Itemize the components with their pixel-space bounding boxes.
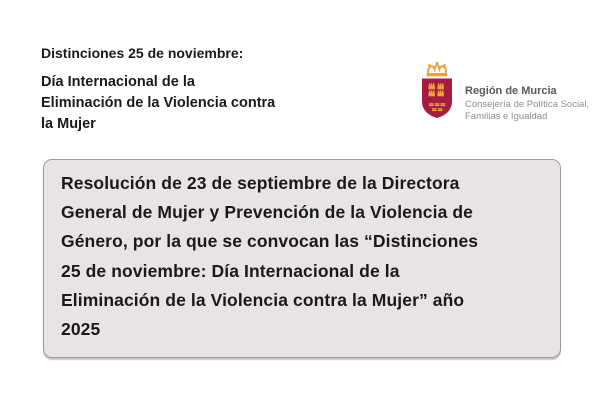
page-title-line: Eliminación de la Violencia contra <box>41 95 276 111</box>
announcement-line: Eliminación de la Violencia contra la Mujer” año <box>61 289 465 310</box>
announcement-card <box>43 159 561 358</box>
announcement-line: General de Mujer y Prevención de la Violencia de <box>61 202 473 223</box>
murcia-logo <box>418 61 589 122</box>
page-kicker: Distinciones 25 de noviembre: <box>41 45 244 61</box>
logo-region-name: Región de Murcia <box>465 85 557 97</box>
announcement-line: Resolución de 23 de septiembre de la Directora <box>61 173 460 193</box>
announcement-line: Género, por la que se convocan las “Distinciones <box>61 231 479 252</box>
murcia-coat-of-arms-icon <box>418 61 456 119</box>
announcement-line: 2025 <box>61 319 101 340</box>
page-title-line: la Mujer <box>41 116 96 132</box>
logo-department-line: Familias e Igualdad <box>465 110 548 122</box>
page-title-line: Día Internacional de la <box>41 74 195 90</box>
logo-text <box>465 85 589 122</box>
page-title <box>41 72 311 135</box>
logo-department <box>465 99 589 122</box>
logo-department-line: Consejería de Política Social, <box>465 99 590 110</box>
announcement-line: 25 de noviembre: Día Internacional de la <box>61 260 400 281</box>
